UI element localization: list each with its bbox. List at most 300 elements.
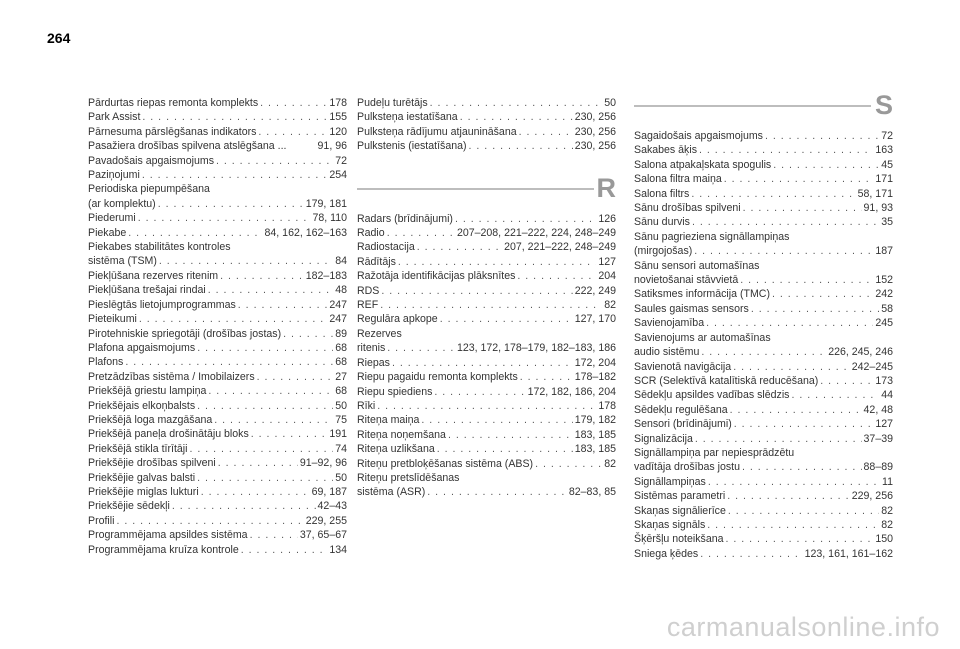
entry-label: Riepu spiediens xyxy=(357,385,433,398)
entry-row xyxy=(357,341,616,355)
entry-pages: 191 xyxy=(329,428,347,441)
entry-pages: 178 xyxy=(598,399,616,412)
entry-pages: 44 xyxy=(881,389,893,402)
index-entry xyxy=(88,211,347,225)
entry-row xyxy=(634,302,893,316)
dot-leader xyxy=(440,312,573,326)
dot-leader xyxy=(535,457,602,471)
entry-label: Priekšējais elkoņbalsts xyxy=(88,399,196,412)
entry-row xyxy=(88,125,347,139)
entry-row xyxy=(357,139,616,153)
entry-row xyxy=(357,370,616,384)
entry-label: Rādītājs xyxy=(357,255,396,268)
entry-row xyxy=(357,485,616,499)
entry-pages: 68 xyxy=(335,341,347,354)
dot-leader xyxy=(190,442,334,456)
dot-leader xyxy=(517,269,596,283)
entry-pages: 78, 110 xyxy=(312,212,347,225)
dot-leader xyxy=(701,345,826,359)
entry-heading-line: Signāllampiņa par nepiesprādzētu xyxy=(634,446,795,459)
entry-pages: 183, 185 xyxy=(574,428,616,441)
dot-leader xyxy=(448,428,573,442)
index-entry xyxy=(634,489,893,503)
dot-leader xyxy=(142,168,327,182)
dot-leader xyxy=(220,269,304,283)
entry-label: novietošanai stāvvietā xyxy=(634,274,739,287)
index-entry xyxy=(634,215,893,229)
entry-label: sistēma (TSM) xyxy=(88,255,157,268)
entry-pages: 68 xyxy=(335,385,347,398)
index-entry xyxy=(88,168,347,182)
entry-label: Signāllampiņas xyxy=(634,475,706,488)
index-entry xyxy=(88,485,347,499)
index-entry xyxy=(88,269,347,283)
entry-row xyxy=(88,168,347,182)
entry-pages: 88–89 xyxy=(863,461,893,474)
entry-row xyxy=(634,547,893,561)
index-entry xyxy=(88,384,347,398)
index-entry xyxy=(88,298,347,312)
entry-pages: 27 xyxy=(335,370,347,383)
entry-heading-line: Savienojums ar automašīnas xyxy=(634,331,771,344)
entry-label: Riepas xyxy=(357,356,390,369)
entry-pages: 84, 162, 162–163 xyxy=(264,226,347,239)
entry-label: Sānu drošības spilveni xyxy=(634,202,741,215)
entry-label: Pieteikumi xyxy=(88,313,137,326)
index-entry xyxy=(357,399,616,413)
section-divider xyxy=(357,188,594,190)
section-letter: S xyxy=(874,90,893,120)
index-entry xyxy=(634,446,893,475)
dot-leader xyxy=(260,96,327,110)
dot-leader xyxy=(437,442,573,456)
entry-row xyxy=(357,269,616,283)
entry-row xyxy=(357,226,616,240)
index-entry xyxy=(88,226,347,240)
entry-row xyxy=(357,457,616,471)
dot-leader xyxy=(727,489,849,503)
entry-label: Skaņas signālierīce xyxy=(634,504,726,517)
index-entry xyxy=(634,172,893,186)
entry-row xyxy=(357,96,616,110)
index-entry xyxy=(357,284,616,298)
entry-label: Riteņa maiņa xyxy=(357,414,420,427)
index-entry xyxy=(88,341,347,355)
entry-pages: 230, 256 xyxy=(574,111,616,124)
entry-label: Pulksteņa rādījumu atjaunināšana xyxy=(357,125,517,138)
entry-row xyxy=(88,327,347,341)
entry-row xyxy=(634,244,893,258)
dot-leader xyxy=(159,254,333,268)
index-entry xyxy=(357,312,616,326)
entry-row xyxy=(88,298,347,312)
entry-pages: 152 xyxy=(875,274,893,287)
dot-leader xyxy=(427,485,567,499)
entry-pages: 123, 161, 161–162 xyxy=(804,547,893,560)
entry-label: Salona filtra maiņa xyxy=(634,173,722,186)
entry-label: Pavadošais apgaismojums xyxy=(88,154,215,167)
entry-pages: 68 xyxy=(335,356,347,369)
dot-leader xyxy=(387,226,455,240)
entry-label: Priekšējie galvas balsti xyxy=(88,471,196,484)
entry-pages: 155 xyxy=(329,111,347,124)
dot-leader xyxy=(201,485,310,499)
entry-pages: 58 xyxy=(881,302,893,315)
entry-label: Sensori (brīdinājumi) xyxy=(634,418,732,431)
entry-pages: 163 xyxy=(875,144,893,157)
entry-label: Priekšējie miglas lukturi xyxy=(88,485,199,498)
entry-label: Pulkstenis (iestatīšana) xyxy=(357,140,467,153)
dot-leader xyxy=(381,284,572,298)
index-entry xyxy=(634,388,893,402)
entry-pages: 37–39 xyxy=(863,432,893,445)
dot-leader xyxy=(434,385,525,399)
index-entry xyxy=(357,413,616,427)
entry-label: Pretzādzības sistēma / Imobilaizers xyxy=(88,370,255,383)
index-entry xyxy=(634,360,893,374)
dot-leader xyxy=(421,413,572,427)
index-entry xyxy=(88,399,347,413)
entry-pages: 35 xyxy=(881,216,893,229)
entry-row xyxy=(634,187,893,201)
entry-pages: 123, 172, 178–179, 182–183, 186 xyxy=(456,342,616,355)
index-entry xyxy=(357,240,616,254)
index-entry xyxy=(634,187,893,201)
dot-leader xyxy=(692,215,879,229)
index-entry xyxy=(357,428,616,442)
entry-heading-line: Riteņu pretslīdēšanas xyxy=(357,471,460,484)
entry-pages: 207–208, 221–222, 224, 248–249 xyxy=(456,227,616,240)
entry-pages: 183, 185 xyxy=(574,443,616,456)
index-column-1 xyxy=(88,96,347,557)
entry-label: ritenis xyxy=(357,342,386,355)
entry-pages: 82 xyxy=(604,299,616,312)
entry-pages: 178 xyxy=(329,97,347,109)
dot-leader xyxy=(724,172,874,186)
entry-pages: 82–83, 85 xyxy=(568,486,616,499)
entry-label: Signalizācija xyxy=(634,432,693,445)
index-entry xyxy=(88,514,347,528)
entry-row xyxy=(88,499,347,513)
index-entry xyxy=(357,255,616,269)
index-entry xyxy=(88,528,347,542)
entry-label: Piekļūšana trešajai rindai xyxy=(88,284,206,297)
index-entry xyxy=(634,518,893,532)
index-entry xyxy=(634,287,893,301)
entry-label: Regulāra apkope xyxy=(357,313,438,326)
entry-label: Pirotehniskie spriegotāji (drošības jostas) xyxy=(88,327,282,340)
dot-leader xyxy=(197,341,333,355)
index-entry xyxy=(357,110,616,124)
entry-pages: 247 xyxy=(329,313,347,326)
entry-row xyxy=(88,370,347,384)
index-entry xyxy=(88,154,347,168)
index-entry xyxy=(357,442,616,456)
entry-pages: 229, 255 xyxy=(305,514,347,527)
index-entry xyxy=(357,385,616,399)
entry-label: Salona atpakaļskata spogulis xyxy=(634,158,772,171)
entry-pages: 48 xyxy=(335,284,347,297)
dot-leader xyxy=(743,201,862,215)
dot-leader xyxy=(380,298,602,312)
entry-row xyxy=(88,269,347,283)
index-entry xyxy=(88,413,347,427)
dot-leader xyxy=(700,547,802,561)
section-letter: R xyxy=(596,172,616,203)
dot-leader xyxy=(241,543,328,557)
dot-leader xyxy=(258,125,327,139)
entry-label: Sniega ķēdes xyxy=(634,547,699,560)
index-entry xyxy=(634,331,893,360)
index-entry xyxy=(634,547,893,561)
entry-label: Pārnesuma pārslēgšanas indikators xyxy=(88,125,257,138)
entry-pages: 172, 182, 186, 204 xyxy=(527,385,616,398)
entry-label: Priekšējā stikla tīrītāji xyxy=(88,442,188,455)
entry-row xyxy=(634,172,893,186)
dot-leader xyxy=(250,528,298,542)
entry-pages: 173 xyxy=(875,374,893,387)
section-header xyxy=(357,172,616,206)
dot-leader xyxy=(172,499,316,513)
entry-pages: 91–92, 96 xyxy=(299,457,347,470)
dot-leader xyxy=(417,240,502,254)
entry-label: Radio xyxy=(357,227,385,240)
entry-row xyxy=(88,110,347,124)
dot-leader xyxy=(238,298,328,312)
entry-row xyxy=(634,489,893,503)
entry-label: audio sistēmu xyxy=(634,346,700,359)
entry-row xyxy=(88,427,347,441)
index-entry xyxy=(357,269,616,283)
entry-pages: 247 xyxy=(329,298,347,311)
entry-label: Sānu durvis xyxy=(634,216,690,229)
entry-row xyxy=(88,139,347,153)
entry-heading-line: Sānu sensori automašīnas xyxy=(634,259,760,272)
entry-label: Priekšējā paneļa drošinātāju bloks xyxy=(88,428,249,441)
index-entry xyxy=(88,312,347,326)
index-entry xyxy=(357,96,616,110)
entry-label: vadītāja drošības jostu xyxy=(634,461,740,474)
dot-leader xyxy=(138,211,311,225)
index-entry xyxy=(634,374,893,388)
index-entry xyxy=(88,427,347,441)
dot-leader xyxy=(520,370,573,384)
entry-label: Savienotā navigācija xyxy=(634,360,732,373)
dot-leader xyxy=(283,327,333,341)
index-entry xyxy=(88,456,347,470)
entry-label: Park Assist xyxy=(88,111,141,124)
entry-pages: 230, 256 xyxy=(574,125,616,138)
index-column-2 xyxy=(357,96,616,500)
entry-row xyxy=(634,532,893,546)
entry-label: Pārdurtas riepas remonta komplekts xyxy=(88,97,259,109)
index-entry xyxy=(634,158,893,172)
dot-leader xyxy=(398,255,596,269)
entry-label: sistēma (ASR) xyxy=(357,486,426,499)
entry-pages: 50 xyxy=(604,97,616,109)
dot-leader xyxy=(706,316,873,330)
dot-leader xyxy=(257,370,334,384)
entry-row xyxy=(357,125,616,139)
entry-pages: 74 xyxy=(335,442,347,455)
entry-label: (ar komplektu) xyxy=(88,197,156,210)
entry-row xyxy=(88,254,347,268)
entry-pages: 207, 221–222, 248–249 xyxy=(504,241,616,254)
entry-row xyxy=(634,518,893,532)
entry-pages: 178–182 xyxy=(574,371,616,384)
entry-row xyxy=(357,385,616,399)
entry-row xyxy=(357,110,616,124)
entry-row xyxy=(88,197,347,211)
entry-pages: 204 xyxy=(598,270,616,283)
entry-row xyxy=(634,504,893,518)
index-entry xyxy=(88,96,347,110)
entry-row xyxy=(357,428,616,442)
entry-pages: 91, 93 xyxy=(863,202,893,215)
entry-pages: 120 xyxy=(329,125,347,138)
entry-label: Sakabes āķis xyxy=(634,144,698,157)
entry-pages: 82 xyxy=(881,518,893,531)
dot-leader xyxy=(742,460,862,474)
entry-row xyxy=(357,442,616,456)
entry-row xyxy=(634,417,893,431)
dot-leader xyxy=(773,158,879,172)
entry-row xyxy=(88,528,347,542)
index-entry xyxy=(357,457,616,471)
entry-pages: 42–43 xyxy=(317,500,347,513)
entry-row xyxy=(634,201,893,215)
entry-label: Skaņas signāls xyxy=(634,518,706,531)
index-entry xyxy=(357,212,616,226)
index-entry xyxy=(634,129,893,143)
entry-pages: 42, 48 xyxy=(863,403,893,416)
dot-leader xyxy=(820,374,873,388)
dot-leader xyxy=(139,312,327,326)
index-entry xyxy=(88,240,347,269)
entry-row xyxy=(634,403,893,417)
dot-leader xyxy=(117,514,304,528)
index-entry xyxy=(88,125,347,139)
index-entry xyxy=(634,504,893,518)
entry-row xyxy=(88,456,347,470)
entry-heading-line: Piekabes stabilitātes kontroles xyxy=(88,241,231,254)
entry-pages: 127 xyxy=(598,255,616,268)
entry-label: Riteņu pretbloķēšanas sistēma (ABS) xyxy=(357,457,534,470)
entry-pages: 242 xyxy=(875,288,893,301)
entry-pages: 171 xyxy=(875,173,893,186)
entry-row xyxy=(634,143,893,157)
dot-leader xyxy=(197,471,333,485)
entry-label: Ražotāja identifikācijas plāksnītes xyxy=(357,270,516,283)
entry-pages: 254 xyxy=(329,169,347,182)
entry-row xyxy=(634,345,893,359)
section-header xyxy=(634,90,893,123)
watermark: carmanualsonline.info xyxy=(666,612,940,642)
entry-pages: 91, 96 xyxy=(317,140,347,153)
entry-pages: 37, 65–67 xyxy=(299,529,347,542)
index-entry xyxy=(634,475,893,489)
entry-row xyxy=(88,355,347,369)
entry-label: Pieslēgtās lietojumprogrammas xyxy=(88,298,236,311)
index-entry xyxy=(357,370,616,384)
entry-row xyxy=(357,312,616,326)
dot-leader xyxy=(392,356,573,370)
entry-label: Sēdekļu regulēšana xyxy=(634,403,728,416)
entry-label: Riteņa uzlikšana xyxy=(357,443,435,456)
dot-leader xyxy=(158,197,304,211)
index-entry xyxy=(88,182,347,211)
entry-pages: 127 xyxy=(875,418,893,431)
entry-pages: 179, 181 xyxy=(305,197,347,210)
entry-row xyxy=(357,356,616,370)
dot-leader xyxy=(430,96,603,110)
dot-leader xyxy=(469,139,573,153)
dot-leader xyxy=(699,143,873,157)
entry-row xyxy=(634,360,893,374)
dot-leader xyxy=(142,110,327,124)
entry-pages: 50 xyxy=(335,399,347,412)
entry-row xyxy=(357,212,616,226)
entry-pages: 245 xyxy=(875,317,893,330)
entry-label: Salona filtrs xyxy=(634,187,690,200)
dot-leader xyxy=(707,518,879,532)
dot-leader xyxy=(216,154,333,168)
entry-row xyxy=(634,158,893,172)
entry-row xyxy=(88,543,347,557)
entry-row xyxy=(634,432,893,446)
entry-label: Plafons xyxy=(88,356,124,369)
dot-leader xyxy=(694,244,873,258)
section-divider xyxy=(634,105,871,107)
entry-pages: 229, 256 xyxy=(851,490,893,503)
index-entry xyxy=(88,110,347,124)
entry-heading-line: Periodiska piepumpēšana xyxy=(88,183,210,196)
entry-row xyxy=(88,471,347,485)
entry-row xyxy=(357,284,616,298)
entry-label: Radiostacija xyxy=(357,241,415,254)
dot-leader xyxy=(128,226,262,240)
entry-row xyxy=(88,341,347,355)
index-entry xyxy=(634,403,893,417)
entry-row xyxy=(634,129,893,143)
dot-leader xyxy=(208,283,333,297)
index-entry xyxy=(634,417,893,431)
entry-pages: 72 xyxy=(335,154,347,167)
entry-pages: 89 xyxy=(335,327,347,340)
entry-label: Savienojamība xyxy=(634,317,705,330)
entry-pages: 72 xyxy=(881,130,893,142)
index-entry xyxy=(357,298,616,312)
entry-label: REF xyxy=(357,299,379,312)
entry-pages: 11 xyxy=(882,475,893,488)
dot-leader xyxy=(125,355,333,369)
entry-row xyxy=(88,399,347,413)
entry-pages: 69, 187 xyxy=(311,485,347,498)
entry-pages: 82 xyxy=(604,457,616,470)
dot-leader xyxy=(708,475,880,489)
entry-label: Priekšējie drošības spilveni xyxy=(88,457,216,470)
dot-leader xyxy=(214,413,333,427)
entry-pages: 230, 256 xyxy=(574,140,616,153)
index-entry xyxy=(88,370,347,384)
index-entry xyxy=(634,432,893,446)
entry-label: Radars (brīdinājumi) xyxy=(357,212,453,225)
index-entry xyxy=(88,283,347,297)
entry-label: Paziņojumi xyxy=(88,169,140,182)
entry-row xyxy=(634,287,893,301)
entry-pages: 45 xyxy=(881,158,893,171)
entry-pages: 242–245 xyxy=(851,360,893,373)
